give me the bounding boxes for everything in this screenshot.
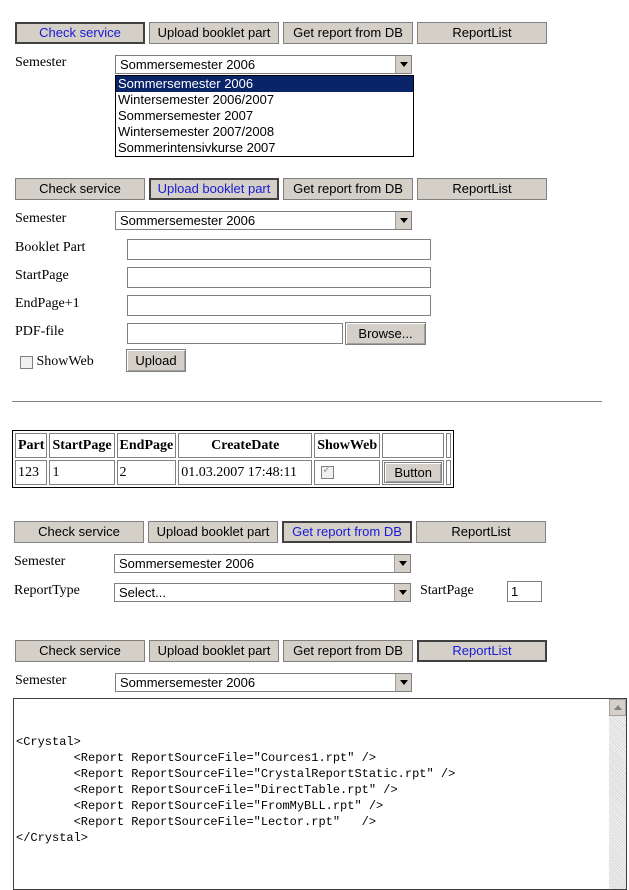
cell-start-page: 1 — [49, 460, 114, 485]
column-header-show-web: ShowWeb — [314, 433, 380, 458]
pdf-file-label: PDF-file — [15, 324, 64, 339]
tab-reportlist[interactable]: ReportList — [417, 640, 547, 662]
table-row — [15, 460, 451, 485]
table-header-row — [15, 433, 451, 458]
tab-check-service[interactable]: Check service — [15, 640, 145, 662]
cell-part: 123 — [15, 460, 47, 485]
scroll-up-icon[interactable] — [609, 699, 626, 716]
cell-spacer — [446, 460, 451, 485]
tab-get-report-from-db[interactable]: Get report from DB — [283, 178, 413, 200]
column-header-part: Part — [15, 433, 47, 458]
pdf-file-input[interactable] — [127, 323, 343, 344]
tab-upload-booklet-part[interactable]: Upload booklet part — [149, 640, 279, 662]
report-type-label: ReportType — [14, 583, 80, 598]
divider — [12, 401, 602, 402]
semester-label: Semester — [14, 554, 66, 569]
chevron-down-icon[interactable] — [395, 212, 411, 229]
dropdown-option[interactable]: Sommersemester 2007 — [118, 108, 254, 123]
semester-select-value: Sommersemester 2006 — [119, 556, 255, 571]
tab-upload-booklet-part[interactable]: Upload booklet part — [149, 22, 279, 44]
report-type-select-value: Select... — [119, 585, 166, 600]
tab-reportlist[interactable]: ReportList — [417, 178, 547, 200]
semester-select[interactable] — [115, 211, 412, 230]
semester-select[interactable] — [114, 554, 411, 573]
tab-upload-booklet-part[interactable]: Upload booklet part — [149, 178, 279, 200]
column-header-create-date: CreateDate — [178, 433, 312, 458]
chevron-down-icon[interactable] — [395, 56, 411, 73]
semester-label: Semester — [15, 211, 67, 226]
cell-end-page: 2 — [117, 460, 177, 485]
booklet-parts-table — [12, 430, 454, 488]
semester-select[interactable] — [115, 673, 412, 692]
dropdown-option[interactable]: Wintersemester 2007/2008 — [118, 124, 275, 139]
browse-button[interactable]: Browse... — [345, 322, 426, 345]
tab-get-report-from-db[interactable]: Get report from DB — [282, 521, 412, 543]
column-header-spacer — [446, 433, 451, 458]
vertical-scrollbar[interactable] — [609, 699, 626, 889]
semester-select[interactable] — [115, 55, 412, 74]
tab-check-service[interactable]: Check service — [15, 178, 145, 200]
chevron-down-icon[interactable] — [395, 674, 411, 691]
chevron-down-icon[interactable] — [394, 555, 410, 572]
show-web-cell-checkbox — [321, 466, 334, 479]
cell-show-web — [314, 460, 380, 485]
semester-select-value: Sommersemester 2006 — [120, 57, 256, 72]
tab-check-service[interactable]: Check service — [14, 521, 144, 543]
dropdown-option[interactable]: Sommersemester 2006 — [116, 76, 413, 92]
report-start-page-input[interactable]: 1 — [507, 581, 542, 602]
report-list-xml: <Crystal> <Report ReportSourceFile="Cources1.rpt" /> <Report ReportSourceFile="CrystalReportStatic.rpt" /> <Report ReportSourceFile="DirectTable.rpt" /> <Report ReportSourceFile="FromMyBLL.rpt" /> <Report ReportSourceFile="Lector.rpt" /> </Crystal> — [16, 735, 456, 845]
show-web-checkbox-group — [20, 354, 94, 370]
cell-create-date: 01.03.2007 17:48:11 — [178, 460, 312, 485]
row-button[interactable]: Button — [384, 462, 442, 483]
tab-reportlist[interactable]: ReportList — [416, 521, 546, 543]
report-start-page-label: StartPage — [420, 583, 474, 598]
show-web-label: ShowWeb — [36, 354, 94, 369]
tab-upload-booklet-part[interactable]: Upload booklet part — [148, 521, 278, 543]
tab-check-service[interactable]: Check service — [15, 22, 145, 44]
dropdown-option[interactable]: Sommerintensivkurse 2007 — [118, 140, 276, 155]
column-header-start-page: StartPage — [49, 433, 114, 458]
semester-dropdown-list — [115, 75, 414, 157]
dropdown-option[interactable]: Wintersemester 2006/2007 — [118, 92, 275, 107]
semester-label: Semester — [15, 55, 67, 70]
report-type-select[interactable] — [114, 583, 411, 602]
booklet-part-input[interactable] — [127, 239, 431, 260]
chevron-down-icon[interactable] — [394, 584, 410, 601]
show-web-checkbox[interactable] — [20, 356, 33, 369]
semester-label: Semester — [15, 673, 67, 688]
column-header-action — [382, 433, 444, 458]
report-list-textarea[interactable] — [13, 698, 627, 890]
tab-get-report-from-db[interactable]: Get report from DB — [283, 22, 413, 44]
column-header-end-page: EndPage — [117, 433, 177, 458]
end-page-input[interactable] — [127, 295, 431, 316]
upload-button[interactable]: Upload — [126, 349, 186, 372]
start-page-label: StartPage — [15, 268, 69, 283]
tab-get-report-from-db[interactable]: Get report from DB — [283, 640, 413, 662]
start-page-input[interactable] — [127, 267, 431, 288]
cell-action — [382, 460, 444, 485]
semester-select-value: Sommersemester 2006 — [120, 213, 256, 228]
booklet-part-label: Booklet Part — [15, 240, 86, 255]
semester-select-value: Sommersemester 2006 — [120, 675, 256, 690]
tab-reportlist[interactable]: ReportList — [417, 22, 547, 44]
end-page-label: EndPage+1 — [15, 296, 80, 311]
